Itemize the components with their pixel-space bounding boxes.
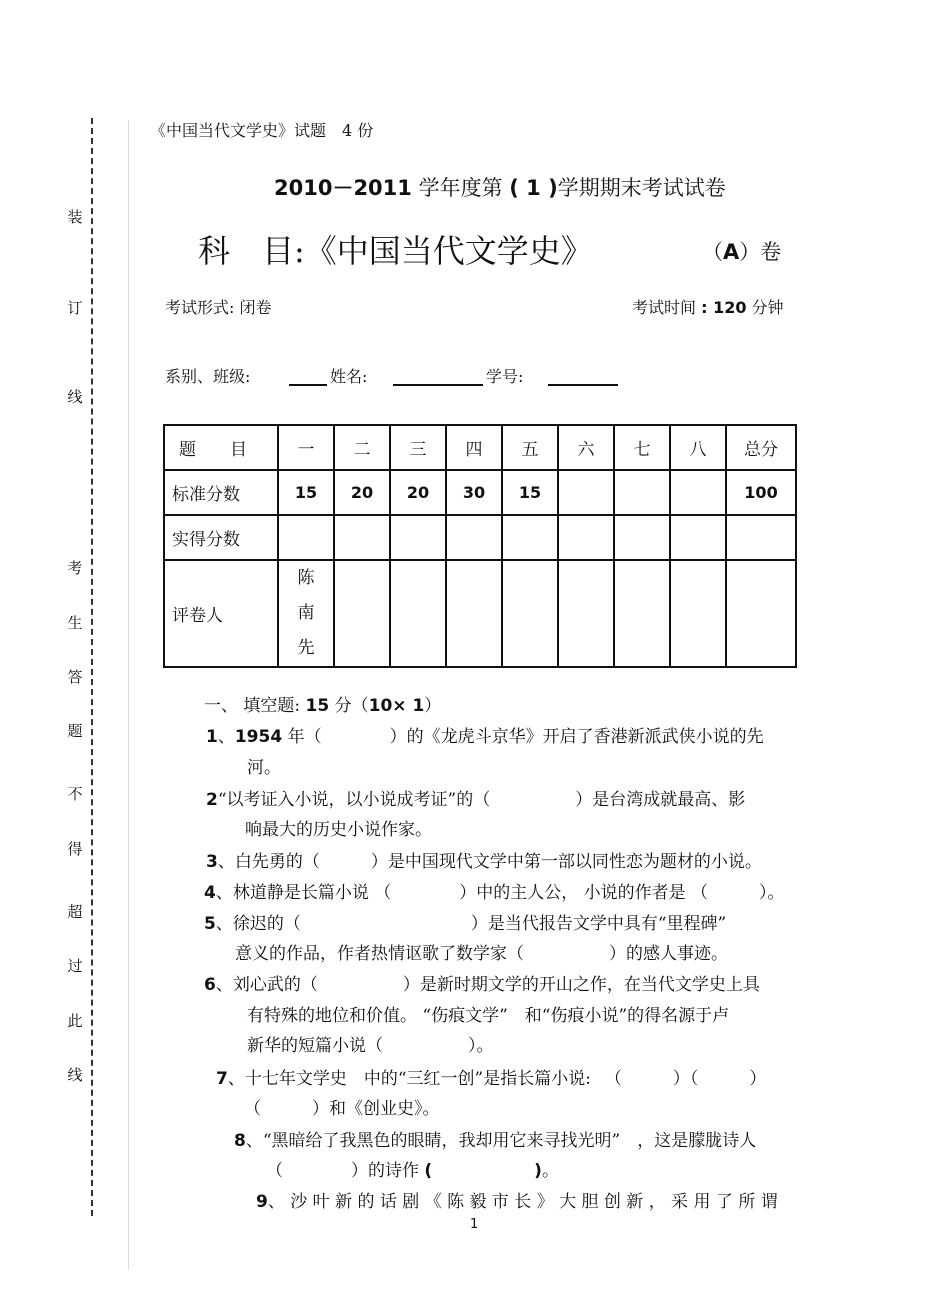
subject-label: 科 目: [198, 232, 305, 270]
binding-char: 线 [67, 388, 83, 406]
question-7-line-2: （ ）和《创业史》。 [244, 1099, 440, 1119]
question-7 [216, 1064, 766, 1089]
id-label: 学号: [486, 367, 524, 386]
exam-time [632, 295, 784, 318]
question-4: 4、林道静是长篇小说 （ ）中的主人公， 小说的作者是 （ ）。 [204, 883, 785, 903]
exam-time-label: 考试时间 [632, 298, 702, 317]
question-text: 、十七年文学史 中的“三红一创”是指长篇小说: （ ）（ ） [227, 1069, 767, 1089]
question-text: 、 沙 叶 新 的 话 剧 《 陈 毅 市 长 》 大 胆 创 新 ， 采 用 了 所 谓 [267, 1192, 778, 1212]
exam-time-unit: 分钟 [746, 298, 784, 317]
section-close: ） [424, 696, 442, 716]
margin-divider [128, 120, 129, 1270]
table-header-label: 题 目 [164, 425, 278, 470]
subject-line [198, 226, 593, 272]
grader-cell[interactable] [446, 560, 502, 667]
actual-score-cell[interactable] [502, 515, 558, 560]
grader-cell[interactable] [670, 560, 726, 667]
standard-score-total: 100 [726, 470, 796, 515]
warning-char: 得 [67, 840, 83, 858]
grader-cell[interactable] [502, 560, 558, 667]
question-number: 6 [204, 975, 216, 995]
grader-name-char: 先 [297, 638, 315, 658]
question-9 [256, 1187, 778, 1212]
standard-score: 30 [446, 470, 502, 515]
question-text: （ ）的诗作 [266, 1161, 425, 1181]
source-line: 《中国当代文学史》试题 4 份 [150, 121, 374, 140]
standard-score [558, 470, 614, 515]
grader-cell[interactable] [726, 560, 796, 667]
question-text: 年（ ）的《龙虎斗京华》开启了香港新派武侠小说的先 [282, 727, 764, 747]
grader-cell[interactable] [614, 560, 670, 667]
exam-title-term: ( 1 ) [509, 176, 558, 200]
actual-score-cell[interactable] [614, 515, 670, 560]
exam-title-mid: 学年度第 [411, 176, 510, 200]
exam-title-rest: 学期期末考试试卷 [557, 176, 726, 200]
section-heading [204, 691, 441, 716]
col-header: 七 [614, 425, 670, 470]
warning-char: 考 [67, 559, 83, 577]
grader-cell[interactable] [278, 560, 334, 667]
binding-char: 装 [67, 208, 83, 226]
dept-label: 系别、班级: [165, 367, 251, 386]
grader-name-char: 陈 [297, 568, 315, 588]
table-header-row [164, 425, 796, 470]
question-3: 3、白先勇的（ ）是中国现代文学中第一部以同性恋为题材的小说。 [206, 852, 762, 872]
col-header: 一 [278, 425, 334, 470]
grader-cell[interactable] [558, 560, 614, 667]
warning-char: 题 [67, 722, 83, 740]
question-number: 8 [234, 1131, 246, 1151]
name-label: 姓名: [330, 367, 368, 386]
dept-blank[interactable] [289, 384, 327, 386]
warning-char: 线 [67, 1066, 83, 1084]
question-8 [234, 1126, 756, 1151]
section-breakdown: 10× 1 [368, 696, 425, 716]
warning-char: 过 [67, 957, 83, 975]
warning-char: 答 [67, 668, 83, 686]
standard-score: 20 [390, 470, 446, 515]
actual-score-cell[interactable] [446, 515, 502, 560]
binding-char: 订 [67, 299, 83, 317]
grader-cell[interactable] [334, 560, 390, 667]
grader-name-char: 南 [297, 603, 315, 623]
question-number: 1 [206, 727, 218, 747]
subject-name: 《中国当代文学史》 [304, 232, 593, 270]
standard-score: 15 [502, 470, 558, 515]
standard-score [614, 470, 670, 515]
actual-score-row [164, 515, 796, 560]
question-number: 3 [206, 852, 218, 872]
exam-time-value: : 120 [701, 298, 747, 317]
question-text: 林道静是长篇小说 （ ）中的主人公， 小说的作者是 （ ）。 [232, 883, 785, 903]
question-1: 1、1954 年（ ）的《龙虎斗京华》开启了香港新派武侠小说的先 [206, 727, 764, 747]
question-number: 2 [206, 790, 218, 810]
standard-score: 15 [278, 470, 334, 515]
name-blank[interactable] [393, 384, 483, 386]
question-end: 。 [541, 1161, 559, 1181]
paper-close: ）卷 [739, 240, 782, 264]
grader-row [164, 560, 796, 667]
actual-score-cell[interactable] [558, 515, 614, 560]
actual-score-cell[interactable] [726, 515, 796, 560]
question-year: 1954 [234, 727, 283, 747]
question-8-line-2 [266, 1156, 559, 1181]
question-number: 4 [204, 883, 216, 903]
paper-open: （ [702, 240, 723, 264]
question-6-line-2: 有特殊的地位和价值。 “伤痕文学” 和“伤痕小说”的得名源于卢 [247, 1006, 730, 1026]
question-number: 7 [216, 1069, 228, 1089]
question-text: “以考证入小说，以小说成考证”的（ ）是台湾成就最高、影 [217, 790, 746, 810]
section-heading-text: 一、 填空题: [204, 696, 301, 716]
standard-score-label: 标准分数 [164, 470, 278, 515]
page-number: 1 [470, 1217, 479, 1232]
col-header-total: 总分 [726, 425, 796, 470]
question-paren: ( ) [424, 1161, 542, 1181]
actual-score-cell[interactable] [390, 515, 446, 560]
section-points: 15 [305, 696, 330, 716]
warning-char: 此 [67, 1012, 83, 1030]
col-header: 四 [446, 425, 502, 470]
col-header: 二 [334, 425, 390, 470]
actual-score-cell[interactable] [334, 515, 390, 560]
question-text: 、“黑暗给了我黑色的眼睛，我却用它来寻找光明” ，这是朦胧诗人 [245, 1131, 757, 1151]
exam-title-year: 2010－2011 [274, 176, 412, 200]
question-2 [206, 785, 745, 810]
question-text: 白先勇的（ ）是中国现代文学中第一部以同性恋为题材的小说。 [234, 852, 762, 872]
col-header: 六 [558, 425, 614, 470]
actual-score-cell[interactable] [278, 515, 334, 560]
standard-score: 20 [334, 470, 390, 515]
question-number: 5 [204, 914, 216, 934]
section-points-unit: 分（ [329, 696, 369, 716]
question-text: 徐迟的（ ）是当代报告文学中具有“里程碑” [232, 914, 727, 934]
exam-form: 考试形式: 闭卷 [165, 298, 272, 317]
question-6-line-3: 新华的短篇小说（ ）。 [247, 1036, 494, 1056]
question-number: 9 [256, 1192, 268, 1212]
actual-score-label: 实得分数 [164, 515, 278, 560]
warning-char: 超 [67, 903, 83, 921]
col-header: 三 [390, 425, 446, 470]
question-2-line-2: 响最大的历史小说作家。 [245, 820, 432, 840]
standard-score [670, 470, 726, 515]
question-1-line-2: 河。 [247, 758, 281, 778]
question-6: 6、刘心武的（ ）是新时期文学的开山之作，在当代文学史上具 [204, 975, 760, 995]
id-blank[interactable] [548, 384, 618, 386]
col-header: 五 [502, 425, 558, 470]
grader-label: 评卷人 [164, 560, 278, 667]
col-header: 八 [670, 425, 726, 470]
question-5-line-2: 意义的作品，作者热情讴歌了数学家（ ）的感人事迹。 [235, 944, 728, 964]
grader-cell[interactable] [390, 560, 446, 667]
standard-score-row [164, 470, 796, 515]
paper-type [702, 236, 781, 266]
paper-type-letter: A [723, 240, 740, 264]
score-table [163, 424, 797, 668]
exam-title [274, 172, 726, 202]
binding-dashed-line [91, 118, 93, 1216]
warning-char: 不 [67, 785, 83, 803]
question-text: 刘心武的（ ）是新时期文学的开山之作，在当代文学史上具 [232, 975, 760, 995]
actual-score-cell[interactable] [670, 515, 726, 560]
question-5: 5、徐迟的（ ）是当代报告文学中具有“里程碑” [204, 914, 727, 934]
warning-char: 生 [67, 614, 83, 632]
